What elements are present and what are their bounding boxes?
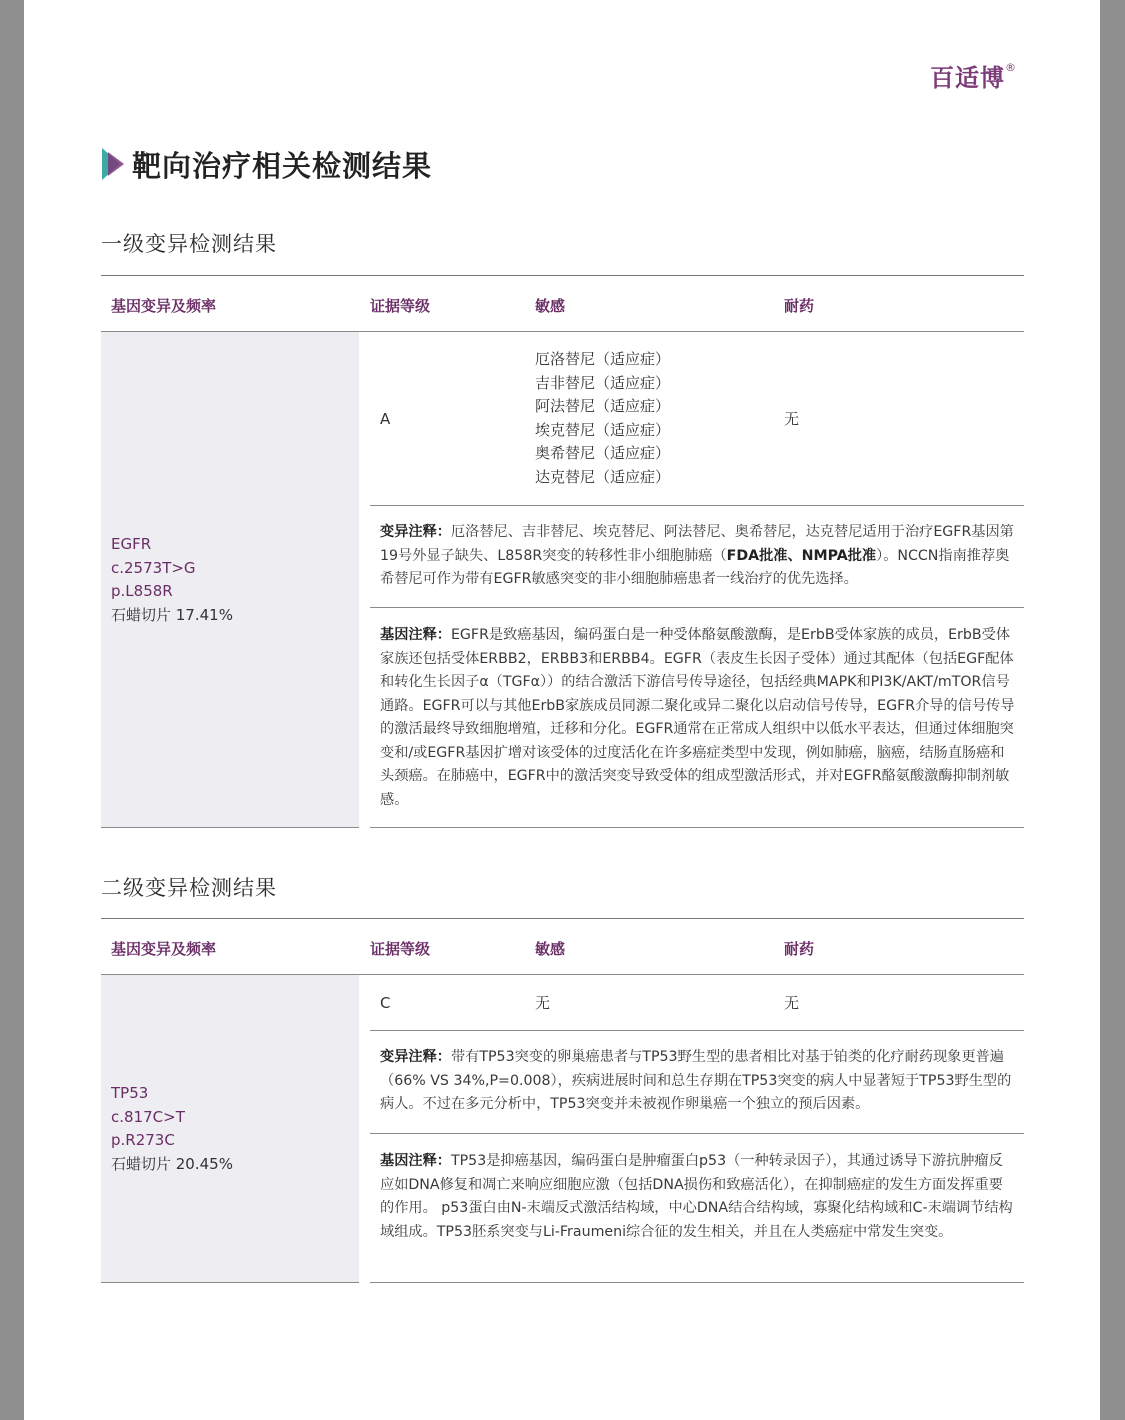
registered-mark: ® [1005, 61, 1017, 74]
row-divider [370, 505, 1024, 506]
evidence-level: C [380, 994, 391, 1012]
sensitive-drug: 达克替尼（适应症） [535, 467, 671, 486]
level1-bottom-rule [370, 827, 1024, 828]
level2-bottom-rule [370, 1282, 1024, 1283]
brand-logo [930, 58, 1017, 93]
level2-gene-info [111, 1082, 233, 1176]
row-divider [370, 1030, 1024, 1031]
row-divider [370, 607, 1024, 608]
col-header-gene: 基因变异及频率 [111, 297, 217, 315]
gene-note-text: TP53是抑癌基因，编码蛋白是肿瘤蛋白p53（一种转录因子），其通过诱导下游抗肿瘤反应如DNA修复和凋亡来响应细胞应激（包括DNA损伤和致癌活化），在抑制癌症的发生方面发挥重要的作用。 p53蛋白由N-末端反式激活结构域，中心DNA结合结构域，寡聚化结构域和C-末端调节结构域组成。TP53胚系突变与Li-Fraumeni综合征的发生相关，并且在人类癌症中常发生突变。 [380, 1153, 1013, 1240]
gene-note-label: 基因注释： [380, 1153, 451, 1169]
brand-name: 百适博 [930, 64, 1005, 92]
gene-protein: p.R273C [111, 1131, 175, 1149]
level1-variant-note [380, 521, 1016, 592]
row-divider [370, 1133, 1024, 1134]
gene-protein: p.L858R [111, 582, 173, 600]
gene-sample-frequency: 石蜡切片 17.41% [111, 605, 233, 624]
variant-note-label: 变异注释： [380, 1049, 451, 1065]
sensitive-drug: 奥希替尼（适应症） [535, 444, 671, 462]
sensitive-drug-list [535, 348, 670, 489]
col-header-gene: 基因变异及频率 [111, 940, 217, 958]
level1-title: 一级变异检测结果 [101, 232, 277, 256]
variant-note-label: 变异注释： [380, 524, 451, 540]
level1-gene-info [111, 533, 233, 627]
col-header-evidence: 证据等级 [370, 940, 431, 958]
level1-top-rule [101, 275, 1024, 276]
section-arrow-icon [100, 146, 126, 182]
col-header-evidence: 证据等级 [370, 297, 431, 315]
level1-gene-note [380, 624, 1016, 812]
resistant-drugs: 无 [784, 410, 800, 428]
sensitive-drug: 阿法替尼（适应症） [535, 397, 671, 415]
col-header-sensitive: 敏感 [535, 297, 566, 315]
main-title-block [100, 144, 432, 184]
level2-title: 二级变异检测结果 [101, 876, 277, 900]
evidence-level: A [380, 410, 391, 428]
col-header-resistant: 耐药 [784, 940, 815, 958]
variant-note-approval: FDA批准、NMPA批准 [726, 547, 877, 564]
gene-name: EGFR [111, 535, 152, 553]
col-header-sensitive: 敏感 [535, 940, 566, 958]
level2-variant-note [380, 1046, 1016, 1117]
sensitive-drug: 厄洛替尼（适应症） [535, 350, 671, 368]
resistant-drugs: 无 [784, 994, 800, 1012]
gene-name: TP53 [111, 1084, 149, 1102]
page-title: 靶向治疗相关检测结果 [132, 148, 433, 183]
col-header-resistant: 耐药 [784, 297, 815, 315]
gene-note-text: EGFR是致癌基因，编码蛋白是一种受体酪氨酸激酶，是ErbB受体家族的成员，ErbB受体家族还包括受体ERBB2，ERBB3和ERBB4。EGFR（表皮生长因子受体）通过其配体（包括EGF配体和转化生长因子α（TGFα））的结合激活下游信号传导途径，包括经典MAPK和PI3K/AKT/mTOR信号通路。EGFR可以与其他ErbB家族成员同源二聚化或异二聚化以启动信号传导，EGFR介导的信号传导的激活最终导致细胞增殖，迁移和分化。EGFR通常在正常成人组织中以低水平表达，但通过体细胞突变和/或EGFR基因扩增对该受体的过度活化在许多癌症类型中发现，例如肺癌，脑癌，结肠直肠癌和头颈癌。在肺癌中，EGFR中的激活突变导致受体的组成型激活形式，并对EGFR酪氨酸激酶抑制剂敏感。 [380, 627, 1015, 808]
gene-cdna: c.817C>T [111, 1107, 185, 1126]
report-page [24, 0, 1100, 1420]
gene-note-label: 基因注释： [380, 627, 451, 643]
level1-bottom-rule [101, 827, 359, 828]
variant-note-text-end: ）。NCCN指南推荐奥希替尼可作为带有EGFR敏感突变的非小细胞肺癌患者一线治疗的优先选择。 [380, 547, 1010, 587]
sensitive-drugs: 无 [535, 994, 551, 1012]
gene-sample-frequency: 石蜡切片 20.45% [111, 1154, 233, 1173]
gene-cdna: c.2573T>G [111, 558, 196, 577]
sensitive-drug: 吉非替尼（适应症） [535, 373, 671, 392]
level2-bottom-rule [101, 1282, 359, 1283]
level2-top-rule [101, 918, 1024, 919]
variant-note-text: 带有TP53突变的卵巢癌患者与TP53野生型的患者相比对基于铂类的化疗耐药现象更普遍（66% VS 34%,P=0.008），疾病进展时间和总生存期在TP53突变的病人中显著短于TP53野生型的病人。不过在多元分析中，TP53突变并未被视作卵巢癌一个独立的预后因素。 [380, 1049, 1012, 1112]
sensitive-drug: 埃克替尼（适应症） [535, 420, 671, 439]
variant-note-text: 厄洛替尼、吉非替尼、埃克替尼、阿法替尼、奥希替尼，达克替尼适用于治疗EGFR基因第19号外显子缺失、L858R突变的转移性非小细胞肺癌（ [380, 524, 1014, 564]
level2-gene-note [380, 1150, 1016, 1244]
